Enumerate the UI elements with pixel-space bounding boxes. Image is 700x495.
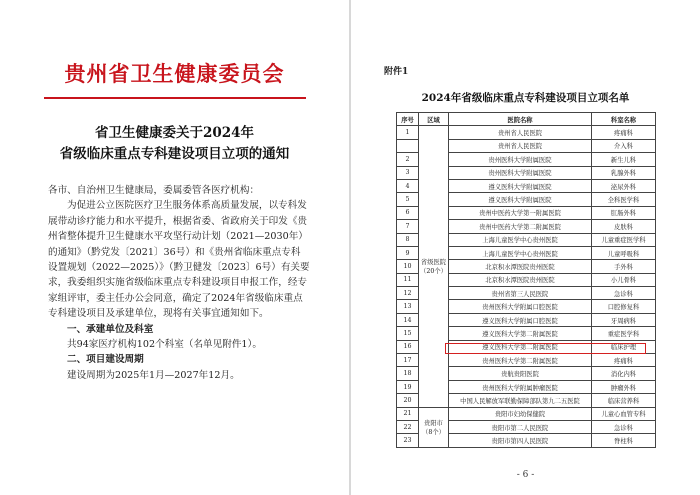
- hospital-name-cell: 遵义医科大学附属医院: [449, 179, 592, 192]
- department-cell: 肛肠外科: [592, 206, 656, 219]
- row-number-cell: 19: [397, 380, 419, 393]
- region-cell: 贵阳市（8个）: [419, 407, 449, 447]
- attachment-label: 附件1: [384, 67, 409, 77]
- row-number-cell: 14: [397, 313, 419, 326]
- department-cell: 乳腺外科: [592, 166, 656, 179]
- department-cell: 泌尿外科: [592, 179, 656, 192]
- agency-header: 贵州省卫生健康委员会: [64, 61, 285, 86]
- table-row: [397, 407, 656, 420]
- hospital-name-cell: 上海儿童医学中心贵州医院: [449, 233, 592, 246]
- department-cell: 消化内科: [592, 367, 656, 380]
- salutation: 各市、自治州卫生健康局，委属委管各医疗机构：: [48, 185, 260, 196]
- row-number-cell: 2: [397, 153, 419, 166]
- section-text-2: 建设周期为2025年1月—2027年12月。: [67, 369, 240, 381]
- row-number-cell: 20: [397, 394, 419, 407]
- page-number: - 6 -: [516, 470, 535, 480]
- table-row: [397, 126, 656, 139]
- header-cell: 医院名称: [449, 113, 592, 126]
- hospital-name-cell: 贵阳市妇幼保健院: [449, 407, 592, 420]
- hospital-name-cell: 贵州医科大学附属医院: [449, 166, 592, 179]
- row-number-cell: 15: [397, 327, 419, 340]
- hospital-name-cell: 北京积水潭医院贵州医院: [449, 273, 592, 286]
- department-cell: 小儿骨科: [592, 273, 656, 286]
- department-cell: 全科医学科: [592, 193, 656, 206]
- hospital-name-cell: 贵州省人民医院: [449, 139, 592, 152]
- department-cell: 重症医学科: [592, 327, 656, 340]
- row-number-cell: 17: [397, 354, 419, 367]
- row-number-cell: 5: [397, 193, 419, 206]
- department-cell: 皮肤科: [592, 220, 656, 233]
- hospital-name-cell: 贵州省第三人民医院: [449, 287, 592, 300]
- department-cell: 牙周病科: [592, 313, 656, 326]
- row-number-cell: 1: [397, 126, 419, 139]
- hospital-name-cell: 遵义医科大学第二附属医院: [449, 327, 592, 340]
- hospital-name-cell: 遵义医科大学第二附属医院: [449, 340, 592, 353]
- department-cell: 疼痛科: [592, 126, 656, 139]
- row-number-cell: 18: [397, 367, 419, 380]
- hospital-name-cell: 贵州中医药大学第二附属医院: [449, 220, 592, 233]
- notice-title-line1: 省卫生健康委关于2024年: [94, 125, 255, 141]
- row-number-cell: 8: [397, 233, 419, 246]
- department-cell: 肿瘤外科: [592, 380, 656, 393]
- department-cell: 脊柱科: [592, 434, 656, 447]
- hospital-name-cell: 贵州医科大学附属肿瘤医院: [449, 380, 592, 393]
- row-number-cell: [397, 139, 419, 152]
- department-cell: 临床营养科: [592, 394, 656, 407]
- list-title: 2024年省级临床重点专科建设项目立项名单: [421, 92, 630, 104]
- hospital-name-cell: 遵义医科大学附属医院: [449, 193, 592, 206]
- department-cell: 儿童心血管专科: [592, 407, 656, 420]
- project-table: [396, 112, 656, 448]
- hospital-name-cell: 中国人民解放军联勤保障部队第九二五医院: [449, 394, 592, 407]
- row-number-cell: 11: [397, 273, 419, 286]
- intro-paragraph: 为促进公立医院医疗卫生服务体系高质量发展，以专科发展带动诊疗能力和水平提升，根据省委、省政府关于印发《贵州省整体提升卫生健康水平攻坚行动计划（2021—2030年）的通知》（黔党发〔2021〕36号）和《贵州省临床重点专科设置规划（2022—2025）》（黔卫健发〔2023〕6号）有关要求，我委组织实施省级临床重点专科建设项目申报工作，经专家组评审，委主任办公会同意，确定了2024年省级临床重点专科建设项目及承建单位，现将有关事宜通知如下。: [48, 200, 310, 320]
- department-cell: 手外科: [592, 260, 656, 273]
- row-number-cell: 12: [397, 287, 419, 300]
- notice-title-line2: 省级临床重点专科建设项目立项的通知: [59, 146, 290, 162]
- row-number-cell: 3: [397, 166, 419, 179]
- department-cell: 儿童重症医学科: [592, 233, 656, 246]
- row-number-cell: 9: [397, 246, 419, 259]
- hospital-name-cell: 贵州医科大学附属医院: [449, 153, 592, 166]
- row-number-cell: 21: [397, 407, 419, 420]
- header-cell: 区域: [419, 113, 449, 126]
- hospital-name-cell: 北京积水潭医院贵州医院: [449, 260, 592, 273]
- row-number-cell: 13: [397, 300, 419, 313]
- section-heading-1: 一、承建单位及科室: [67, 323, 154, 335]
- table-body: [397, 126, 656, 447]
- row-number-cell: 10: [397, 260, 419, 273]
- row-number-cell: 6: [397, 206, 419, 219]
- department-cell: 急诊科: [592, 287, 656, 300]
- department-cell: 急诊科: [592, 420, 656, 433]
- hospital-name-cell: 贵阳市第二人民医院: [449, 420, 592, 433]
- row-number-cell: 7: [397, 220, 419, 233]
- department-cell: 儿童呼吸科: [592, 246, 656, 259]
- hospital-name-cell: 贵州中医药大学第一附属医院: [449, 206, 592, 219]
- row-number-cell: 16: [397, 340, 419, 353]
- department-cell: 疼痛科: [592, 354, 656, 367]
- hospital-name-cell: 遵义医科大学附属口腔医院: [449, 313, 592, 326]
- notice-body: [48, 183, 310, 383]
- department-cell: 新生儿科: [592, 153, 656, 166]
- region-cell: 省级医院（20个）: [419, 126, 449, 407]
- row-number-cell: 22: [397, 420, 419, 433]
- row-number-cell: 4: [397, 179, 419, 192]
- table-header-row: [397, 113, 656, 126]
- hospital-name-cell: 贵州省人民医院: [449, 126, 592, 139]
- hospital-name-cell: 上海儿童医学中心贵州医院: [449, 246, 592, 259]
- hospital-name-cell: 贵州医科大学第二附属医院: [449, 354, 592, 367]
- hospital-name-cell: 贵阳市第四人民医院: [449, 434, 592, 447]
- department-cell: 介入科: [592, 139, 656, 152]
- department-cell: 临床护理: [592, 340, 656, 353]
- hospital-name-cell: 贵航贵阳医院: [449, 367, 592, 380]
- section-text-1: 共94家医疗机构102个科室（名单见附件1）。: [67, 339, 262, 351]
- header-cell: 序号: [397, 113, 419, 126]
- right-page: [351, 0, 700, 495]
- section-heading-2: 二、项目建设周期: [67, 354, 144, 366]
- department-cell: 口腔修复科: [592, 300, 656, 313]
- header-cell: 科室名称: [592, 113, 656, 126]
- row-number-cell: 23: [397, 434, 419, 447]
- hospital-name-cell: 贵州医科大学附属口腔医院: [449, 300, 592, 313]
- left-page: [0, 0, 349, 495]
- red-divider-line: [44, 97, 306, 99]
